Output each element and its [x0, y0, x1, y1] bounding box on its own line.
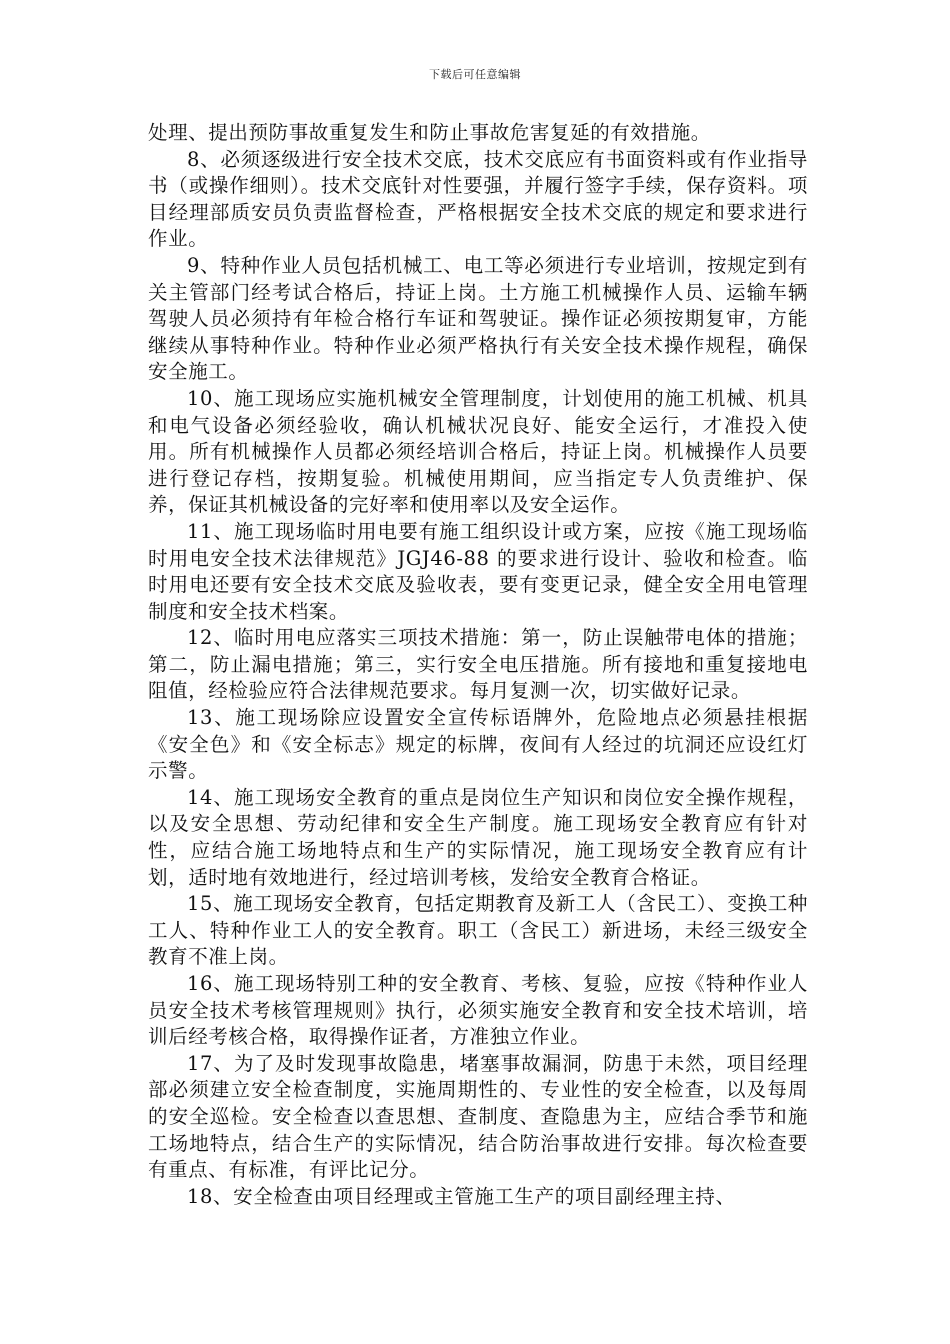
paragraph-item-11: 11、施工现场临时用电要有施工组织设计或方案，应按《施工现场临时用电安全技术法律规范》JGJ46-88 的要求进行设计、验收和检查。临时用电还要有安全技术交底及验收表，要有变更记录，健全安全用电管理制度和安全技术档案。 [148, 519, 808, 623]
paragraph-continuation: 处理、提出预防事故重复发生和防止事故危害复延的有效措施。 [148, 121, 711, 144]
paragraph-item-12: 12、临时用电应落实三项技术措施：第一，防止误触带电体的措施；第二，防止漏电措施；第三，实行安全电压措施。所有接地和重复接地电阻值，经检验应符合法律规范要求。每月复测一次，切实做好记录。 [148, 626, 808, 703]
document-body [148, 120, 808, 1210]
paragraph-item-14: 14、施工现场安全教育的重点是岗位生产知识和岗位安全操作规程，以及安全思想、劳动纪律和安全生产制度。施工现场安全教育应有针对性，应结合施工场地特点和生产的实际情况，施工现场安全教育应有计划，适时地有效地进行，经过培训考核，发给安全教育合格证。 [148, 785, 808, 889]
page-header-note: 下载后可任意编辑 [429, 68, 521, 81]
paragraph-item-13: 13、施工现场除应设置安全宣传标语牌外，危险地点必须悬挂根据《安全色》和《安全标志》规定的标牌，夜间有人经过的坑洞还应设红灯示警。 [148, 706, 808, 783]
paragraph-item-16: 16、施工现场特别工种的安全教育、考核、复验，应按《特种作业人员安全技术考核管理规则》执行，必须实施安全教育和安全技术培训，培训后经考核合格，取得操作证者，方准独立作业。 [148, 972, 808, 1049]
paragraph-item-10: 10、施工现场应实施机械安全管理制度，计划使用的施工机械、机具和电气设备必须经验收，确认机械状况良好、能安全运行，才准投入使用。所有机械操作人员都必须经培训合格后，持证上岗。机械操作人员要进行登记存档，按期复验。机械使用期间，应当指定专人负责维护、保养，保证其机械设备的完好率和使用率以及安全运作。 [148, 386, 808, 517]
paragraph-item-9: 9、特种作业人员包括机械工、电工等必须进行专业培训，按规定到有关主管部门经考试合格后，持证上岗。土方施工机械操作人员、运输车辆驾驶人员必须持有年检合格行车证和驾驶证。操作证必须按期复审，方能继续从事特种作业。特种作业必须严格执行有关安全技术操作规程，确保安全施工。 [148, 253, 808, 384]
paragraph-item-17: 17、为了及时发现事故隐患，堵塞事故漏洞，防患于未然，项目经理部必须建立安全检查制度，实施周期性的、专业性的安全检查，以及每周的安全巡检。安全检查以查思想、查制度、查隐患为主，应结合季节和施工场地特点，结合生产的实际情况，结合防治事故进行安排。每次检查要有重点、有标准，有评比记分。 [148, 1051, 808, 1182]
paragraph-item-8: 8、必须逐级进行安全技术交底，技术交底应有书面资料或有作业指导书（或操作细则）。技术交底针对性要强，并履行签字手续，保存资料。项目经理部质安员负责监督检查，严格根据安全技术交底的规定和要求进行作业。 [148, 147, 808, 251]
paragraph-item-18: 18、安全检查由项目经理或主管施工生产的项目副经理主持、 [187, 1184, 736, 1208]
paragraph-item-15: 15、施工现场安全教育，包括定期教育及新工人（含民工）、变换工种工人、特种作业工人的安全教育。职工（含民工）新进场，未经三级安全教育不准上岗。 [148, 892, 808, 969]
